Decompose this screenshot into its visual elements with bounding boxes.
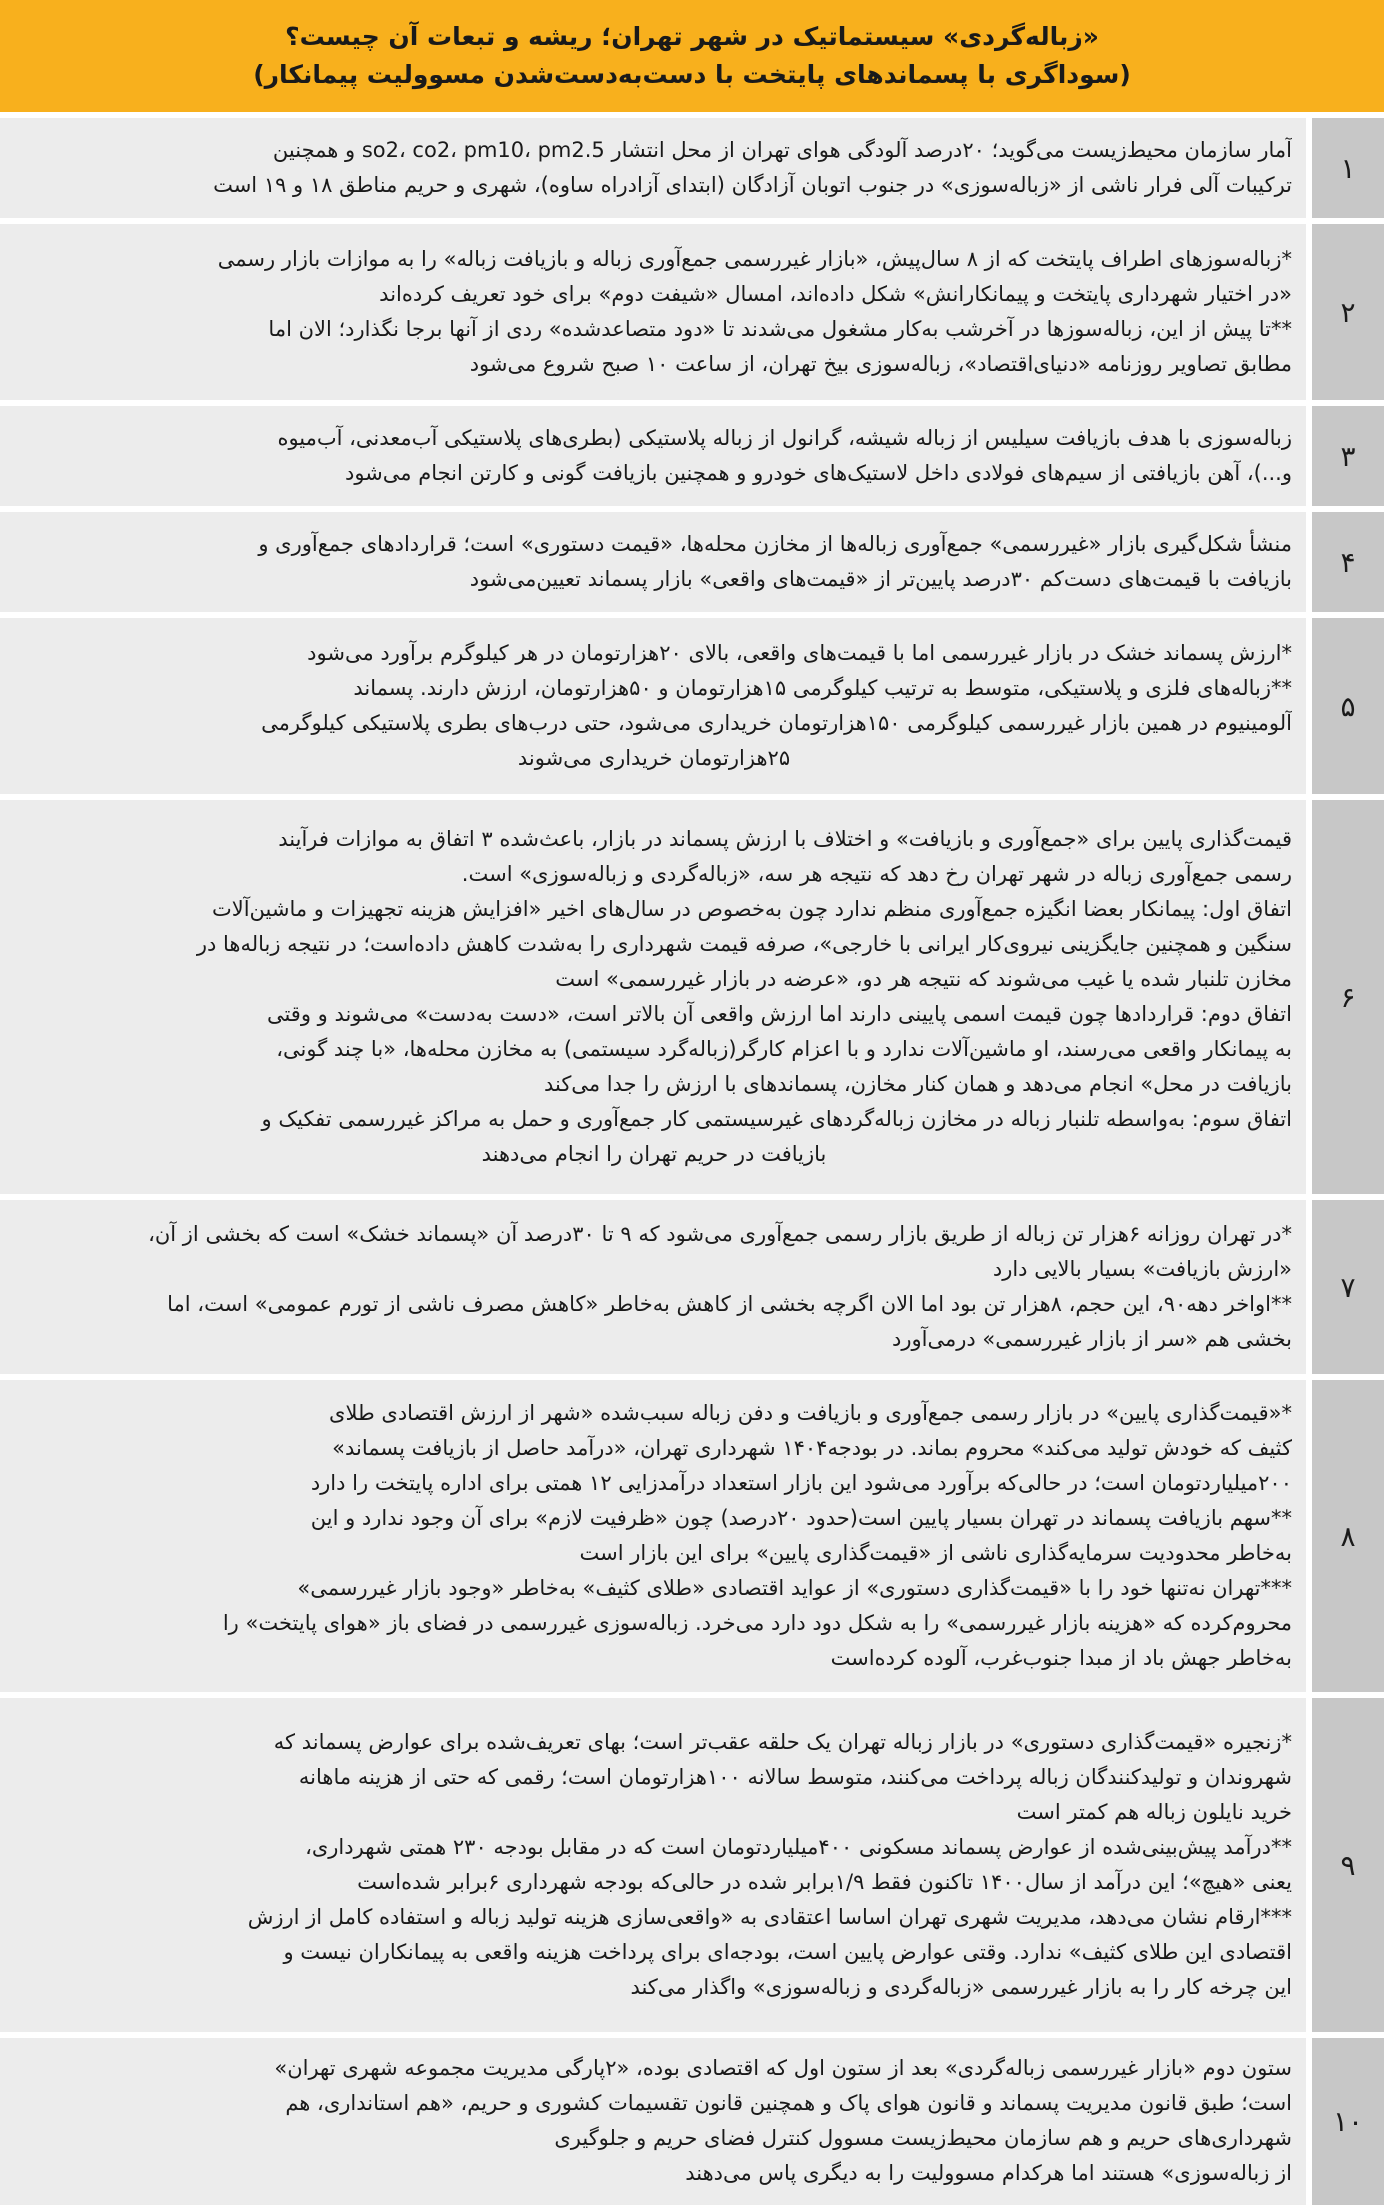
table-row <box>0 406 1384 506</box>
table-row <box>0 618 1384 794</box>
row-text-line: «ارزش بازیافت» بسیار بالایی دارد <box>992 1257 1292 1281</box>
row-text-line: به‌خاطر جهش باد از مبدا جنوب‌غرب، آلوده کرده‌است <box>830 1646 1292 1670</box>
row-text <box>0 618 1306 794</box>
row-text-line: آمار سازمان محیط‌زیست می‌گوید؛ ۲۰درصد آلودگی هوای تهران از محل انتشار so2، co2، pm10، pm2.5 و همچنین <box>272 138 1292 162</box>
table-row <box>0 224 1384 400</box>
row-text <box>0 800 1306 1194</box>
row-text-line: شهروندان و تولیدکنندگان زباله پرداخت می‌کنند، متوسط سالانه ۱۰۰هزارتومان است؛ رقمی که حتی از هزینه ماهانه <box>298 1765 1292 1789</box>
row-text-line: منشأ شکل‌گیری بازار «غیررسمی» جمع‌آوری زباله‌ها از مخازن محله‌ها، «قیمت دستوری» است؛ قراردادهای جمع‌آوری و <box>258 532 1292 556</box>
table-row <box>0 1698 1384 2032</box>
row-text-line: ۲۵هزارتومان خریداری می‌شوند <box>517 746 791 770</box>
row-text-line: سنگین و همچنین جایگزینی نیروی‌کار ایرانی با خارجی»، صرفه قیمت شهرداری را به‌شدت کاهش داده‌است؛ در نتیجه زباله‌ها در <box>196 932 1292 956</box>
row-text-line: **تا پیش از این، زباله‌سوزها در آخرشب به‌کار مشغول می‌شدند تا «دود متصاعدشده» ردی از آنها برجا نگذارد؛ الان اما <box>268 317 1292 341</box>
table-row <box>0 118 1384 218</box>
row-number: ۱ <box>1312 118 1384 218</box>
row-text-line: **سهم بازیافت پسماند در تهران بسیار پایین است(حدود ۲۰درصد) چون «ظرفیت لازم» برای آن وجود ندارد و این <box>310 1506 1292 1530</box>
row-text-line: ترکیبات آلی فرار ناشی از «زباله‌سوزی» در جنوب اتوبان آزادگان (ابتدای آزادراه ساوه)، شهری و حریم مناطق ۱۸ و ۱۹ است <box>213 173 1292 197</box>
row-text-line: یعنی «هیچ»؛ این درآمد از سال۱۴۰۰ تاکنون فقط ۱/۹برابر شده در حالی‌که بودجه شهرداری ۶برابر شده‌است <box>357 1870 1292 1894</box>
row-text-line: ***ارقام نشان می‌دهد، مدیریت شهری تهران اساسا اعتقادی به «واقعی‌سازی هزینه تولید زباله و استفاده کامل از ارزش <box>247 1905 1292 1929</box>
row-text-line: *زباله‌سوزهای اطراف پایتخت که از ۸ سال‌پیش، «بازار غیررسمی جمع‌آوری زباله و بازیافت زباله» را به موازات بازار رسمی <box>217 247 1292 271</box>
row-text-line: «در اختیار شهرداری پایتخت و پیمانکارانش» شکل داده‌اند، امسال «شیفت دوم» برای خود تعریف کرده‌اند <box>379 282 1292 306</box>
row-number: ۵ <box>1312 618 1384 794</box>
row-text <box>0 118 1306 218</box>
row-text-line: قیمت‌گذاری پایین برای «جمع‌آوری و بازیافت» و اختلاف با ارزش پسماند در بازار، باعث‌شده ۳ اتفاق به موازات فرآیند <box>278 827 1292 851</box>
table-row <box>0 1200 1384 1374</box>
row-text-line: بازیافت در محل» انجام می‌دهد و همان کنار مخازن، پسماندهای با ارزش را جدا می‌کند <box>543 1072 1292 1096</box>
row-text-line: بخشی هم «سر از بازار غیررسمی» درمی‌آورد <box>892 1327 1292 1351</box>
row-text-line: *ارزش پسماند خشک در بازار غیررسمی اما با قیمت‌های واقعی، بالای ۲۰هزارتومان در هر کیلوگرم برآورد می‌شود <box>307 641 1292 665</box>
row-text <box>0 224 1306 400</box>
row-text-line: محروم‌کرده که «هزینه بازار غیررسمی» را به شکل دود دارد می‌خرد. زباله‌سوزی غیررسمی در فضای باز «هوای پایتخت» را <box>222 1611 1292 1635</box>
row-text-line: بازیافت با قیمت‌های دست‌کم ۳۰درصد پایین‌تر از «قیمت‌های واقعی» بازار پسماند تعیین‌می‌شود <box>469 567 1292 591</box>
row-number: ۸ <box>1312 1380 1384 1692</box>
row-text-line: **درآمد پیش‌بینی‌شده از عوارض پسماند مسکونی ۴۰۰میلیاردتومان است که در مقابل بودجه ۲۳۰ همتی شهرداری، <box>305 1835 1292 1859</box>
row-text-line: زباله‌سوزی با هدف بازیافت سیلیس از زباله شیشه، گرانول از زباله پلاستیکی (بطری‌های پلاستیکی آب‌معدنی، آب‌میوه <box>277 426 1292 450</box>
row-text-line: است؛ طبق قانون مدیریت پسماند و قانون هوای پاک و همچنین قانون تقسیمات کشوری و حریم، «هم استانداری، هم <box>285 2091 1292 2115</box>
row-text-line: *در تهران روزانه ۶هزار تن زباله از طریق بازار رسمی جمع‌آوری می‌شود که ۹ تا ۳۰درصد آن «پسماند خشک» است که بخشی از آن، <box>148 1222 1292 1246</box>
row-text <box>0 1380 1306 1692</box>
row-text-line: اتفاق سوم: به‌واسطه تلنبار زباله در مخازن زباله‌گردهای غیرسیستمی کار جمع‌آوری و حمل به مراکز غیررسمی تفکیک و <box>261 1107 1292 1131</box>
row-text-line: **زباله‌های فلزی و پلاستیکی، متوسط به ترتیب کیلوگرمی ۱۵هزارتومان و ۵۰هزارتومان، ارزش دارند. پسماند <box>353 676 1292 700</box>
row-text-line: اتفاق دوم: قراردادها چون قیمت اسمی پایینی دارند اما ارزش واقعی آن بالاتر است، «دست به‌دست» می‌شوند و وقتی <box>266 1002 1292 1026</box>
row-text-line: و...)، آهن بازیافتی از سیم‌های فولادی داخل لاستیک‌های خودرو و همچنین بازیافت گونی و کارتن انجام می‌شود <box>344 461 1292 485</box>
row-text-line: مخازن تلنبار شده یا غیب می‌شوند که نتیجه هر دو، «عرضه در بازار غیررسمی» است <box>555 967 1292 991</box>
row-text <box>0 1698 1306 2032</box>
row-text <box>0 512 1306 612</box>
row-number: ۳ <box>1312 406 1384 506</box>
row-text-line: ***تهران نه‌تنها خود را با «قیمت‌گذاری دستوری» از عواید اقتصادی «طلای کثیف» به‌خاطر «وجود بازار غیررسمی» <box>297 1576 1292 1600</box>
row-text-line: بازیافت در حریم تهران را انجام می‌دهند <box>481 1142 827 1166</box>
row-text-line: شهرداری‌های حریم و هم سازمان محیط‌زیست مسوول کنترل فضای حریم و جلوگیری <box>554 2126 1292 2150</box>
row-text-line: **اواخر دهه۹۰، این حجم، ۸هزار تن بود اما الان اگرچه بخشی از کاهش به‌خاطر «کاهش مصرف ناشی از تورم عمومی» است، اما <box>167 1292 1292 1316</box>
row-number: ۴ <box>1312 512 1384 612</box>
row-text-line: کثیف که خودش تولید می‌کند» محروم بماند. در بودجه۱۴۰۴ شهرداری تهران، «درآمد حاصل از بازیافت پسماند» <box>332 1436 1292 1460</box>
table-row <box>0 512 1384 612</box>
row-text <box>0 406 1306 506</box>
row-text <box>0 1200 1306 1374</box>
row-text-line: ستون دوم «بازار غیررسمی زباله‌گردی» بعد از ستون اول که اقتصادی بوده، «۲پارگی مدیریت مجموعه شهری تهران» <box>274 2056 1292 2080</box>
row-number: ۹ <box>1312 1698 1384 2032</box>
table-row <box>0 2038 1384 2205</box>
row-text-line: *زنجیره «قیمت‌گذاری دستوری» در بازار زباله تهران یک حلقه عقب‌تر است؛ بهای تعریف‌شده برای عوارض پسماند که <box>273 1730 1292 1754</box>
row-text-line: مطابق تصاویر روزنامه «دنیای‌اقتصاد»، زباله‌سوزی بیخ تهران، از ساعت ۱۰ صبح شروع می‌شود <box>469 352 1292 376</box>
header-title-line-1: «زباله‌گردی» سیستماتیک در شهر تهران؛ ریشه و تبعات آن چیست؟ <box>285 22 1099 51</box>
row-number: ۲ <box>1312 224 1384 400</box>
page-header <box>0 0 1384 112</box>
row-text-line: از زباله‌سوزی» هستند اما هرکدام مسوولیت را به دیگری پاس می‌دهند <box>685 2161 1292 2185</box>
row-text <box>0 2038 1306 2205</box>
row-number: ۷ <box>1312 1200 1384 1374</box>
row-text-line: ۲۰۰میلیاردتومان است؛ در حالی‌که برآورد می‌شود این بازار استعداد درآمدزایی ۱۲ همتی برای اداره پایتخت را دارد <box>310 1471 1292 1495</box>
row-number: ۶ <box>1312 800 1384 1194</box>
table-row <box>0 800 1384 1194</box>
row-number: ۱۰ <box>1312 2038 1384 2205</box>
row-text-line: *«قیمت‌گذاری پایین» در بازار رسمی جمع‌آوری و بازیافت و دفن زباله سبب‌شده «شهر از ارزش اقتصادی طلای <box>329 1401 1292 1425</box>
row-text-line: به‌خاطر محدودیت سرمایه‌گذاری ناشی از «قیمت‌گذاری پایین» برای این بازار است <box>579 1541 1292 1565</box>
row-text-line: این چرخه کار را به بازار غیررسمی «زباله‌گردی و زباله‌سوزی» واگذار می‌کند <box>630 1975 1292 1999</box>
row-text-line: آلومینیوم در همین بازار غیررسمی کیلوگرمی ۱۵۰هزارتومان خریداری می‌شود، حتی درب‌های بطری پلاستیکی کیلوگرمی <box>261 711 1292 735</box>
row-text-line: اقتصادی این طلای کثیف» ندارد. وقتی عوارض پایین است، بودجه‌ای برای پرداخت هزینه واقعی به پیمانکاران نیست و <box>283 1940 1292 1964</box>
row-text-line: خرید نایلون زباله هم کمتر است <box>1016 1800 1292 1824</box>
header-title-line-2: (سوداگری با پسماندهای پایتخت با دست‌به‌دست‌شدن مسوولیت پیمانکار) <box>253 60 1131 89</box>
row-text-line: رسمی جمع‌آوری زباله در شهر تهران رخ دهد که نتیجه هر سه، «زباله‌گردی و زباله‌سوزی» است. <box>461 862 1292 886</box>
row-text-line: به پیمانکار واقعی می‌رسند، او ماشین‌آلات ندارد و با اعزام کارگر(زباله‌گرد سیستمی) به مخازن محله‌ها، «با چند گونی، <box>276 1037 1292 1061</box>
row-text-line: اتفاق اول: پیمانکار بعضا انگیزه جمع‌آوری منظم ندارد چون به‌خصوص در سال‌های اخیر «افزایش هزینه تجهیزات و ماشین‌آلات <box>211 897 1292 921</box>
table-row <box>0 1380 1384 1692</box>
